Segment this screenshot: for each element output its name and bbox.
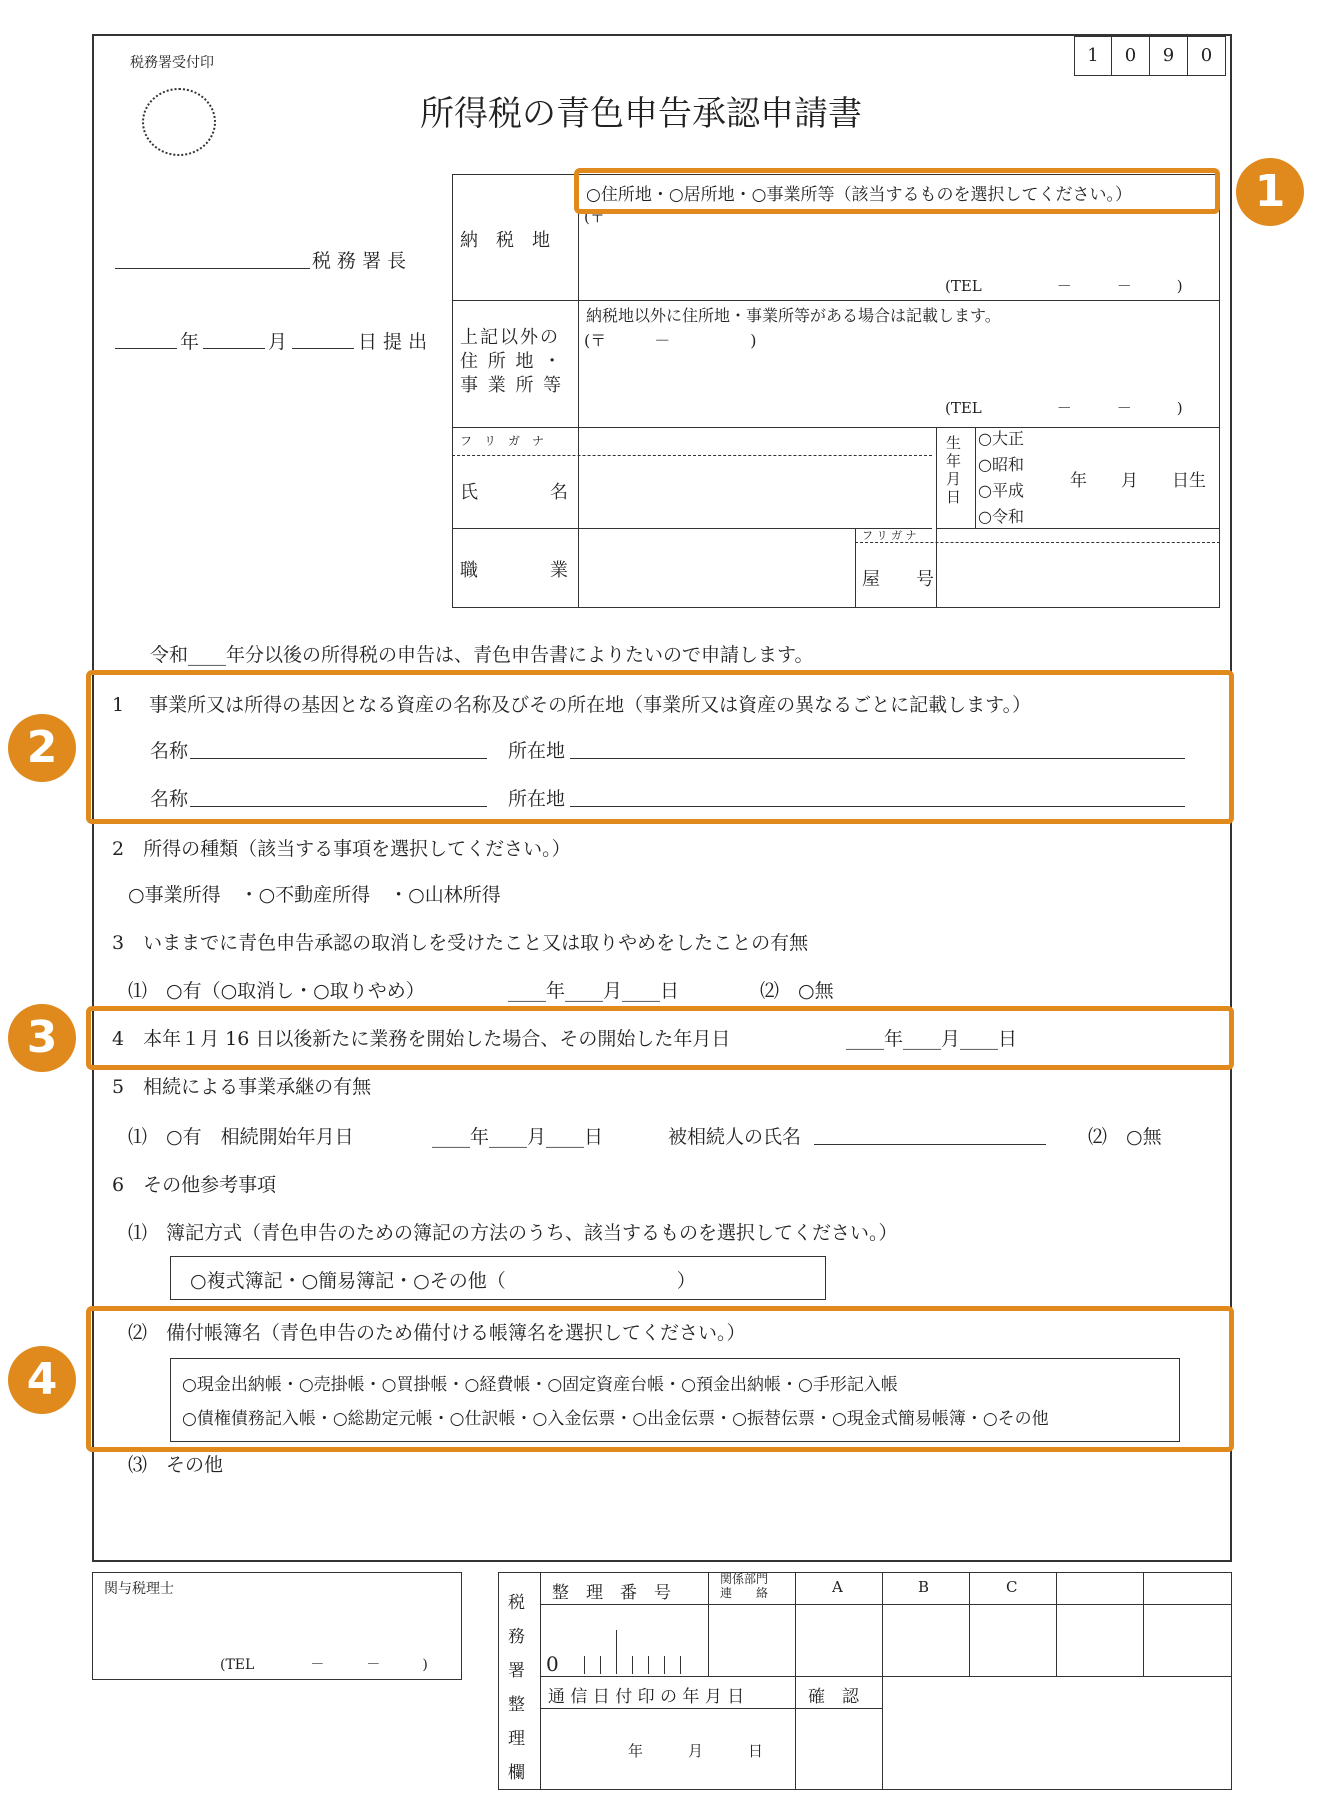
- other-address-label: [460, 326, 563, 398]
- receipt-stamp-label: 税務署受付印: [130, 55, 214, 71]
- highlight-3: [86, 1006, 1234, 1070]
- row-divider: [452, 300, 1220, 301]
- row-divider: [452, 427, 1220, 428]
- shop-label: 屋 号: [862, 569, 934, 590]
- location-label: 所在地: [508, 788, 566, 810]
- section-4-heading: 4 本年１月 16 日以後新たに業務を開始した場合、その開始した年月日: [112, 1028, 731, 1050]
- stamp-ymd: 年 月 日: [628, 1742, 764, 1760]
- postal-mark: (〒: [584, 208, 605, 226]
- kakunin-label: 確 認: [808, 1687, 859, 1707]
- occupation-label: 職 業: [460, 560, 568, 581]
- col-c: C: [1006, 1578, 1018, 1596]
- business-start-date[interactable]: ____年____月____日: [846, 1028, 1018, 1050]
- tick: [600, 1656, 601, 1674]
- date-day-submit: 日 提 出: [358, 331, 428, 353]
- bookkeeping-options[interactable]: ○複式簿記・○簡易簿記・○その他（ ）: [190, 1270, 696, 1292]
- office-col: [795, 1572, 796, 1790]
- date-year-line: [115, 348, 177, 349]
- highlight-2: [86, 670, 1234, 824]
- office-label-char: 署: [508, 1661, 525, 1681]
- inheritance-yes[interactable]: ⑴ ○有 相続開始年月日: [128, 1126, 354, 1148]
- kankei-bumon: [720, 1572, 768, 1600]
- era-option[interactable]: ○平成: [978, 481, 1024, 500]
- tax-place-label: 納 税 地: [460, 230, 550, 251]
- tick: [632, 1656, 633, 1674]
- era-option[interactable]: ○大正: [978, 429, 1024, 448]
- birth-label-char: 日: [946, 488, 962, 506]
- intro-sentence: 令和____年分以後の所得税の申告は、青色申告書によりたいので申請します。: [150, 644, 814, 666]
- tax-office-line: [115, 268, 310, 269]
- furigana-label: フ リ ガ ナ: [460, 434, 545, 448]
- section-2-heading: 2 所得の種類（該当する事項を選択してください。）: [112, 838, 571, 860]
- highlight-1: [574, 168, 1220, 214]
- office-label-char: 欄: [508, 1763, 525, 1783]
- revocation-no[interactable]: ⑵ ○無: [760, 980, 834, 1002]
- birth-ymd: 年 月 日生: [1070, 471, 1206, 491]
- tax-office-suffix: 税 務 署 長: [312, 250, 407, 272]
- section-5-heading: 5 相続による事業承継の有無: [112, 1076, 372, 1098]
- other-heading: ⑶ その他: [128, 1454, 224, 1476]
- seiri-bango: 整 理 番 号: [552, 1583, 671, 1603]
- office-row: [540, 1708, 882, 1709]
- badge-2: 2: [8, 714, 76, 782]
- office-label: [508, 1586, 525, 1790]
- office-label-char: 整: [508, 1695, 525, 1715]
- number-ticks: [568, 1630, 698, 1674]
- other-address-note: 納税地以外に住所地・事業所等がある場合は記載します。: [586, 306, 1001, 325]
- taxpayer-col-divider: [578, 174, 579, 608]
- bookkeeping-heading: ⑴ 簿記方式（青色申告のための簿記の方法のうち、該当するものを選択してください。）: [128, 1222, 898, 1244]
- office-row: [540, 1676, 1232, 1677]
- ledger-options-line2[interactable]: ○債権債務記入帳・○総勘定元帳・○仕訳帳・○入金伝票・○出金伝票・○振替伝票・○現金式簡易帳簿・○その他: [182, 1409, 1049, 1429]
- tsushin-label: 通 信 日 付 印 の 年 月 日: [548, 1687, 745, 1707]
- section-1-heading: 1 事業所又は所得の基因となる資産の名称及びその所在地（事業所又は資産の異なるごとに記載します。）: [112, 694, 1032, 716]
- furigana-divider: [452, 455, 932, 456]
- name-label: 名称: [150, 788, 189, 810]
- birth-label-char: 生: [946, 434, 962, 452]
- era-option[interactable]: ○令和: [978, 507, 1024, 526]
- badge-3: 3: [8, 1004, 76, 1072]
- section-6-heading: 6 その他参考事項: [112, 1174, 277, 1196]
- other-address-label-line: 事 業 所 等: [460, 375, 564, 396]
- office-col: [708, 1572, 709, 1676]
- section-3-heading: 3 いままでに青色申告承認の取消しを受けたこと又は取りやめをしたことの有無: [112, 932, 809, 954]
- name-label: 氏 名: [460, 482, 568, 503]
- office-label-char: 務: [508, 1627, 525, 1647]
- ledger-options-line1[interactable]: ○現金出納帳・○売掛帳・○買掛帳・○経費帳・○固定資産台帳・○預金出納帳・○手形記入帳: [182, 1375, 898, 1395]
- kankei-bumon-line: 連 絡: [720, 1586, 769, 1600]
- era-option[interactable]: ○昭和: [978, 455, 1024, 474]
- col-a: A: [832, 1578, 843, 1596]
- shop-furigana-label: フ リ ガ ナ: [862, 529, 917, 542]
- location-label: 所在地: [508, 740, 566, 762]
- eras-divider: [975, 427, 976, 528]
- office-label-char: 税: [508, 1593, 525, 1613]
- heir-name-line: [814, 1144, 1046, 1145]
- agent-label: 関与税理士: [104, 1581, 174, 1597]
- other-postal: (〒 － ): [584, 331, 757, 350]
- office-col: [882, 1572, 883, 1790]
- other-address-tel: (TEL － － ): [945, 399, 1183, 417]
- era-options[interactable]: [978, 426, 1024, 530]
- form-code-digit: 0: [1188, 36, 1226, 76]
- office-col: [1143, 1572, 1144, 1676]
- badge-1: 1: [1236, 158, 1304, 226]
- form-title: 所得税の青色申告承認申請書: [420, 94, 862, 134]
- inheritance-no[interactable]: ⑵ ○無: [1088, 1126, 1162, 1148]
- number-zero: 0: [546, 1652, 559, 1676]
- other-address-label-line: 上記以外の: [460, 327, 560, 348]
- receipt-stamp-circle: [142, 88, 216, 156]
- office-row: [540, 1604, 1232, 1605]
- birth-col-divider: [936, 427, 937, 608]
- ledger-heading: ⑵ 備付帳簿名（青色申告のため備付ける帳簿名を選択してください。）: [128, 1322, 746, 1344]
- birth-label-char: 年: [946, 452, 962, 470]
- income-type-options[interactable]: ○事業所得 ・○不動産所得 ・○山林所得: [128, 884, 501, 906]
- tick: [648, 1656, 649, 1674]
- form-code: [1074, 36, 1226, 76]
- form-code-digit: 1: [1074, 36, 1112, 76]
- tick: [616, 1630, 617, 1674]
- tick: [584, 1656, 585, 1674]
- birth-label: [946, 434, 961, 506]
- date-month-line: [203, 348, 265, 349]
- revocation-yes[interactable]: ⑴ ○有（○取消し・○取りやめ）: [128, 980, 425, 1002]
- birth-label-char: 月: [946, 470, 962, 488]
- date-year: 年: [180, 331, 200, 353]
- col-b: B: [918, 1578, 930, 1596]
- highlight-4: [86, 1306, 1234, 1452]
- other-address-label-line: 住 所 地 ・: [460, 351, 564, 372]
- office-col: [969, 1572, 970, 1676]
- badge-4: 4: [8, 1346, 76, 1414]
- kankei-bumon-line: 関係部門: [720, 1572, 769, 1586]
- revocation-date[interactable]: ____年____月____日: [508, 980, 680, 1002]
- form-code-digit: 0: [1112, 36, 1150, 76]
- office-label-char: 理: [508, 1729, 525, 1749]
- date-day-line: [292, 348, 354, 349]
- agent-tel: (TEL － － ): [220, 1657, 428, 1673]
- name-label: 名称: [150, 740, 189, 762]
- shop-col-divider: [855, 528, 856, 608]
- tax-place-option[interactable]: ○住所地・○居所地・○事業所等（該当するものを選択してください。）: [586, 185, 1132, 205]
- tax-place-tel: (TEL － － ): [945, 277, 1183, 295]
- form-code-digit: 9: [1150, 36, 1188, 76]
- date-month: 月: [268, 331, 288, 353]
- tick: [680, 1656, 681, 1674]
- heir-name-label: 被相続人の氏名: [668, 1126, 802, 1148]
- tick: [664, 1656, 665, 1674]
- row-divider: [452, 528, 932, 529]
- office-col: [1056, 1572, 1057, 1676]
- inheritance-date[interactable]: ____年____月____日: [432, 1126, 604, 1148]
